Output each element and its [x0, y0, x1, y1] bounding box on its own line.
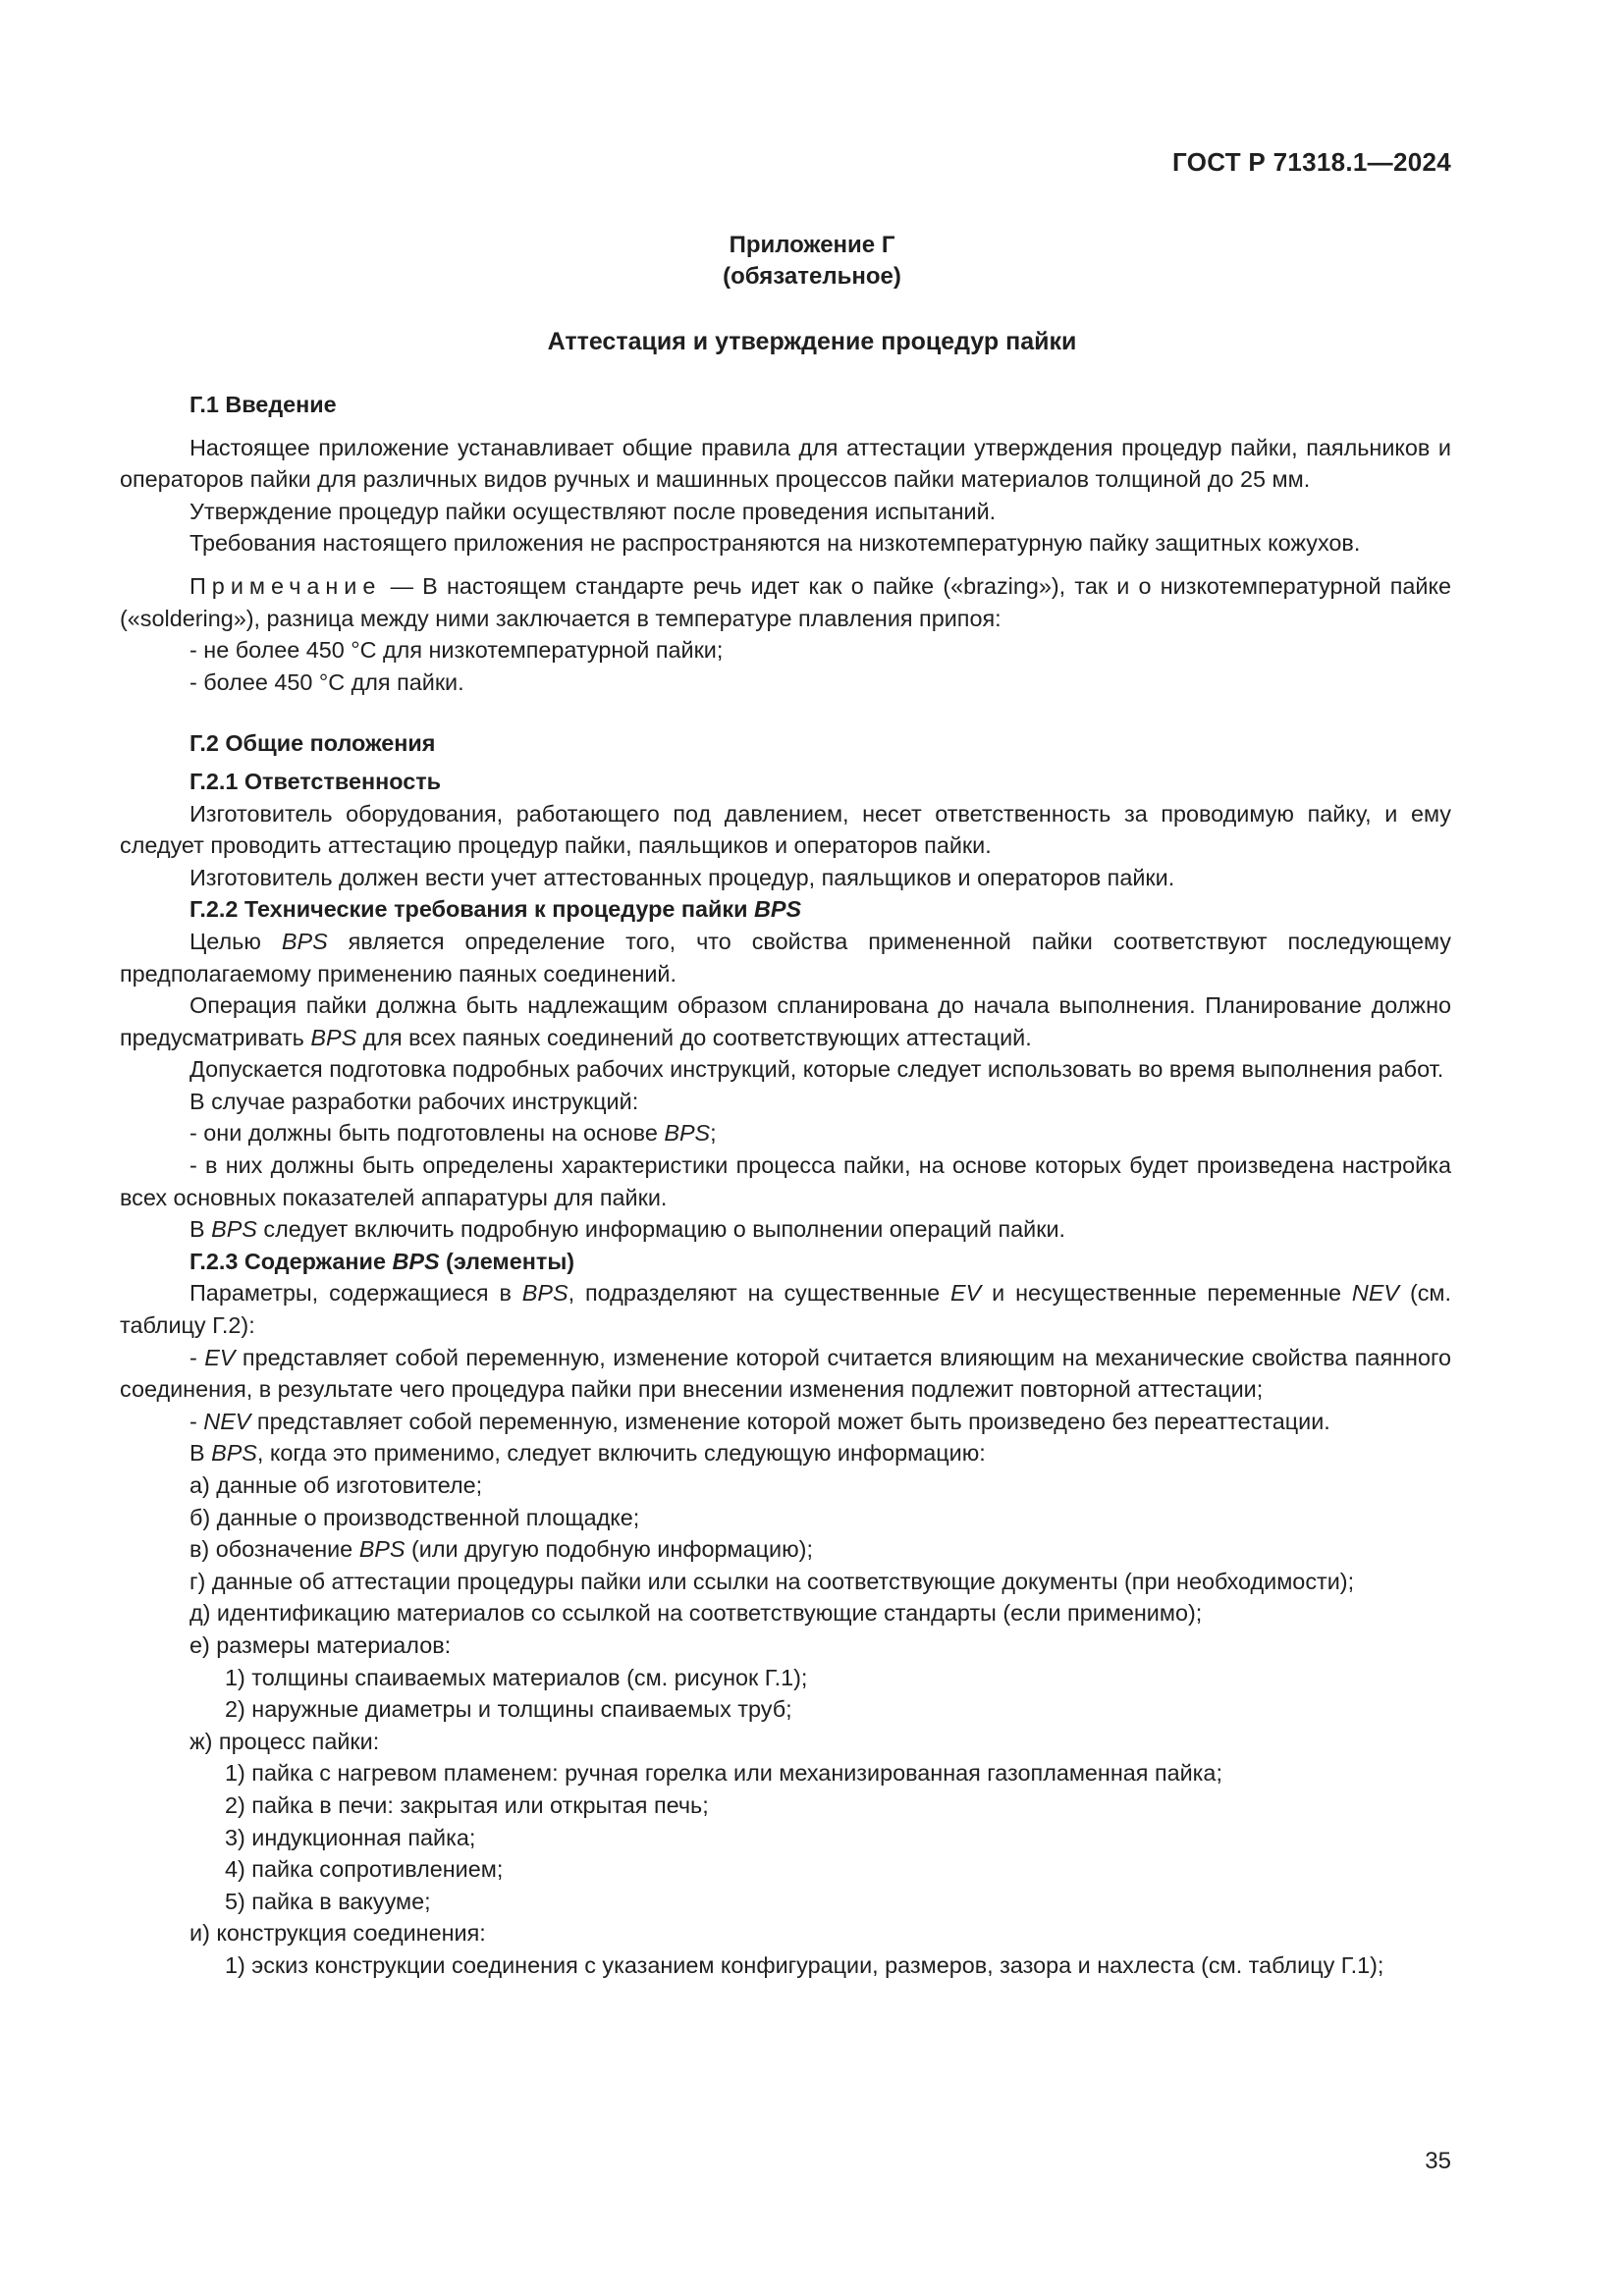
subsection-heading-g23 [120, 1246, 1451, 1278]
note-paragraph [120, 570, 1451, 634]
text: (или другую подобную информацию); [405, 1536, 813, 1563]
list-item-g: г) данные об аттестации процедуры пайки или ссылки на соответствующие документы (при необходимости); [189, 1568, 1355, 1594]
subsection-heading-g22 [120, 893, 1451, 926]
sublist-item: 1) толщины спаиваемых материалов (см. рисунок Г.1); [225, 1664, 808, 1690]
paragraph [120, 989, 1451, 1053]
standard-number: ГОСТ Р 71318.1—2024 [1172, 147, 1451, 177]
subsection-heading-g21: Г.2.1 Ответственность [189, 768, 442, 794]
paragraph: Требования настоящего приложения не распространяются на низкотемпературную пайку защитных кожухов. [189, 530, 1361, 557]
text: Операция пайки должна быть надлежащим образом спланирована до начала выполнения. Планирование должно предусматривать [120, 992, 1451, 1050]
abbr: NEV [1351, 1280, 1400, 1307]
heading-abbr: BPS [754, 896, 802, 923]
list-item [120, 1117, 1451, 1149]
list-item [120, 1342, 1451, 1406]
abbr: BPS [281, 928, 328, 954]
text: В [189, 1440, 212, 1467]
document-title: Аттестация и утверждение процедур пайки [547, 328, 1077, 355]
section-heading-g1: Г.1 Введение [189, 392, 337, 417]
text: Целью [189, 928, 282, 954]
paragraph: Изготовитель должен вести учет аттестованных процедур, паяльщиков и операторов пайки. [189, 864, 1175, 890]
abbr: NEV [203, 1408, 251, 1434]
sublist-item: 3) индукционная пайка; [225, 1824, 476, 1850]
text: для всех паяных соединений до соответствующих аттестаций. [356, 1024, 1032, 1050]
text: ; [710, 1120, 717, 1147]
note-text: — В настоящем стандарте речь идет как о пайке («brazing»), так и о низкотемпературной пайке («soldering»), разница между ними заключается в температуре плавления припоя: [120, 572, 1451, 631]
paragraph: Настоящее приложение устанавливает общие правила для аттестации утверждения процедур пайки, паяльников и операторов пайки для различных видов ручных и машинных процессов пайки материалов толщиной до 25 мм. [120, 434, 1451, 493]
list-item-zh: ж) процесс пайки: [189, 1728, 380, 1754]
list-item-a: а) данные об изготовителе; [189, 1472, 483, 1498]
text: , когда это применимо, следует включить следующую информацию: [256, 1440, 986, 1467]
text: Параметры, содержащиеся в [189, 1280, 522, 1307]
text: (см. таблицу Г.2): [120, 1280, 1452, 1339]
page-number: 35 [1425, 2148, 1451, 2174]
text: и несущественные переменные [981, 1280, 1352, 1307]
heading-text: Г.2.2 Технические требования к процедуре пайки [189, 896, 755, 923]
text: представляет собой переменную, изменение которой может быть произведено без переаттестации. [250, 1408, 1330, 1434]
paragraph: Изготовитель оборудования, работающего под давлением, несет ответственность за проводимую пайку, и ему следует проводить аттестацию процедур пайки, паяльщиков и операторов пайки. [120, 800, 1451, 859]
list-item-i: и) конструкция соединения: [189, 1920, 486, 1947]
paragraph: Допускается подготовка подробных рабочих инструкций, которые следует использовать во время выполнения работ. [189, 1056, 1444, 1083]
appendix-status: (обязательное) [723, 263, 901, 290]
paragraph: Утверждение процедур пайки осуществляют после проведения испытаний. [189, 498, 997, 524]
sublist-item: 1) эскиз конструкции соединения с указанием конфигурации, размеров, зазора и нахлеста (см. таблицу Г.1); [225, 1951, 1384, 1978]
appendix-title: Приложение Г [729, 232, 895, 258]
section-heading-g2: Г.2 Общие положения [189, 730, 436, 757]
text: - они должны быть подготовлены на основе [189, 1120, 665, 1147]
sublist-item: 2) наружные диаметры и толщины спаиваемых труб; [225, 1696, 792, 1723]
text: в) обозначение [189, 1536, 359, 1563]
abbr: BPS [664, 1120, 711, 1147]
abbr: BPS [521, 1280, 568, 1307]
text: представляет собой переменную, изменение которой считается влияющим на механические свойства паянного соединения, в результате чего процедура пайки при внесении изменения подлежит повторной аттестации; [120, 1344, 1451, 1403]
list-item-b: б) данные о производственной площадке; [189, 1504, 640, 1530]
text: следует включить подробную информацию о выполнении операций пайки. [256, 1216, 1066, 1243]
text: , подразделяют на существенные [568, 1280, 951, 1307]
abbr: EV [950, 1280, 982, 1307]
note-label: Примечание [189, 572, 382, 599]
abbr: BPS [211, 1216, 257, 1243]
list-item-d: д) идентификацию материалов со ссылкой на соответствующие стандарты (если применимо); [189, 1600, 1203, 1627]
abbr: BPS [211, 1440, 257, 1467]
abbr: BPS [310, 1024, 357, 1050]
paragraph [120, 926, 1451, 989]
paragraph [120, 1213, 1451, 1246]
note-list-item: - не более 450 °С для низкотемпературной пайки; [189, 637, 724, 664]
list-item [120, 1406, 1451, 1438]
heading-text: Г.2.3 Содержание [189, 1248, 393, 1274]
paragraph: В случае разработки рабочих инструкций: [189, 1088, 639, 1114]
heading-text: (элементы) [439, 1248, 575, 1274]
text: - [189, 1408, 204, 1434]
sublist-item: 2) пайка в печи: закрытая или открытая печь; [225, 1791, 709, 1818]
document-body [120, 389, 1451, 1982]
heading-abbr: BPS [392, 1248, 440, 1274]
sublist-item: 5) пайка в вакууме; [225, 1888, 431, 1914]
text: - [189, 1344, 205, 1370]
list-item-e: е) размеры материалов: [189, 1631, 452, 1658]
abbr: BPS [358, 1536, 406, 1563]
sublist-item: 1) пайка с нагревом пламенем: ручная горелка или механизированная газопламенная пайка; [225, 1760, 1222, 1787]
text: является определение того, что свойства примененной пайки соответствуют последующему предполагаемому применению паяных соединений. [120, 928, 1451, 987]
list-item-v [120, 1533, 1451, 1566]
list-item: - в них должны быть определены характеристики процесса пайки, на основе которых будет произведена настройка всех основных показателей аппаратуры для пайки. [120, 1152, 1451, 1210]
abbr: EV [204, 1344, 236, 1370]
paragraph [120, 1437, 1451, 1469]
text: В [189, 1216, 212, 1243]
sublist-item: 4) пайка сопротивлением; [225, 1856, 504, 1883]
note-list-item: - более 450 °С для пайки. [189, 668, 464, 695]
paragraph [120, 1277, 1451, 1341]
